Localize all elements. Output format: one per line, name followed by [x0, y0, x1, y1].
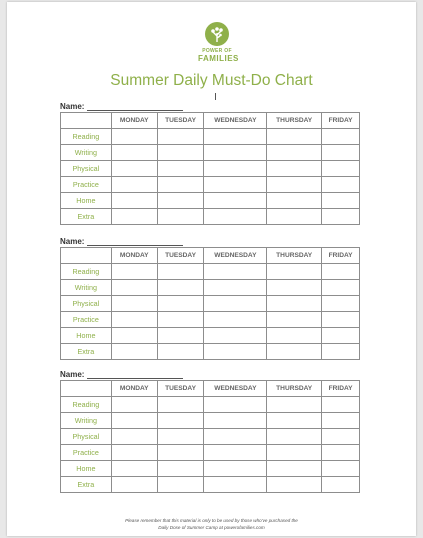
task-label: Practice — [61, 312, 112, 328]
table-row — [61, 328, 360, 344]
day-header: THURSDAY — [267, 248, 322, 264]
table-row — [61, 461, 360, 477]
power-of-families-logo — [198, 22, 239, 66]
name-blank-line[interactable] — [87, 103, 183, 111]
checkbox-cell[interactable] — [111, 296, 157, 312]
task-label: Extra — [61, 477, 112, 493]
page-title: Summer Daily Must-Do Chart — [110, 72, 313, 89]
table-row — [61, 264, 360, 280]
checkbox-cell[interactable] — [111, 429, 157, 445]
day-header: MONDAY — [111, 248, 157, 264]
checkbox-cell[interactable] — [204, 429, 267, 445]
checkbox-cell[interactable] — [157, 328, 204, 344]
name-label: Name: — [60, 237, 85, 246]
must-do-table — [60, 112, 360, 225]
task-label: Writing — [61, 280, 112, 296]
task-label: Physical — [61, 296, 112, 312]
checkbox-cell[interactable] — [111, 280, 157, 296]
task-label: Physical — [61, 161, 112, 177]
checkbox-cell[interactable] — [111, 461, 157, 477]
checkbox-cell[interactable] — [204, 477, 267, 493]
checkbox-cell[interactable] — [267, 429, 322, 445]
table-row — [61, 209, 360, 225]
logo-text-small: POWER OF — [202, 48, 232, 54]
checkbox-cell[interactable] — [157, 413, 204, 429]
checkbox-cell[interactable] — [204, 328, 267, 344]
checkbox-cell[interactable] — [322, 177, 360, 193]
checkbox-cell[interactable] — [111, 264, 157, 280]
checkbox-cell[interactable] — [267, 397, 322, 413]
day-header: FRIDAY — [322, 381, 360, 397]
table-row — [61, 193, 360, 209]
checkbox-cell[interactable] — [111, 177, 157, 193]
day-header: TUESDAY — [157, 381, 204, 397]
table-row — [61, 129, 360, 145]
checkbox-cell[interactable] — [157, 129, 204, 145]
checkbox-cell[interactable] — [322, 328, 360, 344]
checkbox-cell[interactable] — [322, 264, 360, 280]
checkbox-cell[interactable] — [157, 296, 204, 312]
checkbox-cell[interactable] — [204, 193, 267, 209]
checkbox-cell[interactable] — [111, 344, 157, 360]
checkbox-cell[interactable] — [204, 296, 267, 312]
checkbox-cell[interactable] — [322, 429, 360, 445]
day-header: WEDNESDAY — [204, 381, 267, 397]
checkbox-cell[interactable] — [322, 397, 360, 413]
task-label: Writing — [61, 145, 112, 161]
table-row — [61, 397, 360, 413]
checkbox-cell[interactable] — [111, 397, 157, 413]
day-header: FRIDAY — [322, 113, 360, 129]
table-header-row — [61, 248, 360, 264]
checkbox-cell[interactable] — [111, 209, 157, 225]
checkbox-cell[interactable] — [157, 461, 204, 477]
table-row — [61, 280, 360, 296]
checkbox-cell[interactable] — [157, 209, 204, 225]
checkbox-cell[interactable] — [322, 477, 360, 493]
checkbox-cell[interactable] — [267, 477, 322, 493]
checkbox-cell[interactable] — [267, 161, 322, 177]
checkbox-cell[interactable] — [322, 209, 360, 225]
checkbox-cell[interactable] — [157, 264, 204, 280]
checkbox-cell[interactable] — [111, 328, 157, 344]
header-corner-cell — [61, 248, 112, 264]
day-header: TUESDAY — [157, 113, 204, 129]
table-header-row — [61, 113, 360, 129]
checkbox-cell[interactable] — [157, 312, 204, 328]
checkbox-cell[interactable] — [157, 145, 204, 161]
footer-note — [7, 517, 416, 531]
name-label: Name: — [60, 102, 85, 111]
checkbox-cell[interactable] — [322, 129, 360, 145]
footer-line-2: Daily Dose of Summer Camp at powerofamilies.com — [158, 525, 265, 530]
checkbox-cell[interactable] — [111, 413, 157, 429]
checkbox-cell[interactable] — [267, 312, 322, 328]
checkbox-cell[interactable] — [204, 445, 267, 461]
checkbox-cell[interactable] — [267, 413, 322, 429]
must-do-table — [60, 380, 360, 493]
checkbox-cell[interactable] — [157, 429, 204, 445]
name-blank-line[interactable] — [87, 238, 183, 246]
table-row — [61, 413, 360, 429]
checkbox-cell[interactable] — [204, 145, 267, 161]
day-header: WEDNESDAY — [204, 248, 267, 264]
day-header: FRIDAY — [322, 248, 360, 264]
task-label: Home — [61, 193, 112, 209]
checkbox-cell[interactable] — [204, 264, 267, 280]
task-label: Reading — [61, 129, 112, 145]
checkbox-cell[interactable] — [267, 129, 322, 145]
checkbox-cell[interactable] — [204, 177, 267, 193]
task-label: Home — [61, 328, 112, 344]
checkbox-cell[interactable] — [267, 193, 322, 209]
checkbox-cell[interactable] — [157, 477, 204, 493]
checkbox-cell[interactable] — [111, 477, 157, 493]
table-row — [61, 477, 360, 493]
checkbox-cell[interactable] — [204, 344, 267, 360]
checkbox-cell[interactable] — [111, 145, 157, 161]
checkbox-cell[interactable] — [157, 193, 204, 209]
logo-text-big: FAMILIES — [198, 54, 239, 63]
checkbox-cell[interactable] — [111, 161, 157, 177]
task-label: Extra — [61, 209, 112, 225]
checkbox-cell[interactable] — [204, 461, 267, 477]
table-row — [61, 161, 360, 177]
checkbox-cell[interactable] — [322, 280, 360, 296]
checkbox-cell[interactable] — [204, 397, 267, 413]
checkbox-cell[interactable] — [267, 264, 322, 280]
checkbox-cell[interactable] — [322, 445, 360, 461]
checkbox-cell[interactable] — [157, 397, 204, 413]
checkbox-cell[interactable] — [322, 344, 360, 360]
task-label: Practice — [61, 177, 112, 193]
checkbox-cell[interactable] — [111, 312, 157, 328]
checkbox-cell[interactable] — [204, 280, 267, 296]
checkbox-cell[interactable] — [157, 344, 204, 360]
tree-icon — [205, 22, 229, 46]
checkbox-cell[interactable] — [322, 413, 360, 429]
checkbox-cell[interactable] — [267, 328, 322, 344]
task-label: Reading — [61, 397, 112, 413]
table-row — [61, 429, 360, 445]
checkbox-cell[interactable] — [111, 445, 157, 461]
day-header: WEDNESDAY — [204, 113, 267, 129]
day-header: TUESDAY — [157, 248, 204, 264]
checkbox-cell[interactable] — [157, 177, 204, 193]
checkbox-cell[interactable] — [204, 312, 267, 328]
must-do-table — [60, 247, 360, 360]
checkbox-cell[interactable] — [157, 161, 204, 177]
table-row — [61, 312, 360, 328]
footer-line-1: Please remember that this material is only to be used by those who've purchased the — [125, 518, 298, 523]
text-cursor — [215, 93, 216, 100]
header-corner-cell — [61, 381, 112, 397]
checkbox-cell[interactable] — [267, 177, 322, 193]
task-label: Physical — [61, 429, 112, 445]
checkbox-cell[interactable] — [204, 161, 267, 177]
document-page — [7, 2, 416, 536]
day-header: MONDAY — [111, 381, 157, 397]
checkbox-cell[interactable] — [322, 461, 360, 477]
checkbox-cell[interactable] — [322, 145, 360, 161]
table-header-row — [61, 381, 360, 397]
checkbox-cell[interactable] — [204, 129, 267, 145]
task-label: Writing — [61, 413, 112, 429]
checkbox-cell[interactable] — [322, 161, 360, 177]
checkbox-cell[interactable] — [322, 193, 360, 209]
task-label: Practice — [61, 445, 112, 461]
checkbox-cell[interactable] — [267, 209, 322, 225]
checkbox-cell[interactable] — [267, 445, 322, 461]
checkbox-cell[interactable] — [322, 312, 360, 328]
table-row — [61, 296, 360, 312]
checkbox-cell[interactable] — [267, 296, 322, 312]
task-label: Extra — [61, 344, 112, 360]
name-blank-line[interactable] — [87, 371, 183, 379]
table-row — [61, 445, 360, 461]
checkbox-cell[interactable] — [111, 193, 157, 209]
checkbox-cell[interactable] — [267, 461, 322, 477]
checkbox-cell[interactable] — [157, 280, 204, 296]
header-corner-cell — [61, 113, 112, 129]
checkbox-cell[interactable] — [157, 445, 204, 461]
day-header: THURSDAY — [267, 113, 322, 129]
day-header: THURSDAY — [267, 381, 322, 397]
table-row — [61, 177, 360, 193]
checkbox-cell[interactable] — [322, 296, 360, 312]
checkbox-cell[interactable] — [204, 209, 267, 225]
day-header: MONDAY — [111, 113, 157, 129]
name-label: Name: — [60, 370, 85, 379]
table-row — [61, 145, 360, 161]
checkbox-cell[interactable] — [267, 280, 322, 296]
checkbox-cell[interactable] — [267, 145, 322, 161]
checkbox-cell[interactable] — [111, 129, 157, 145]
task-label: Reading — [61, 264, 112, 280]
table-row — [61, 344, 360, 360]
task-label: Home — [61, 461, 112, 477]
checkbox-cell[interactable] — [267, 344, 322, 360]
checkbox-cell[interactable] — [204, 413, 267, 429]
